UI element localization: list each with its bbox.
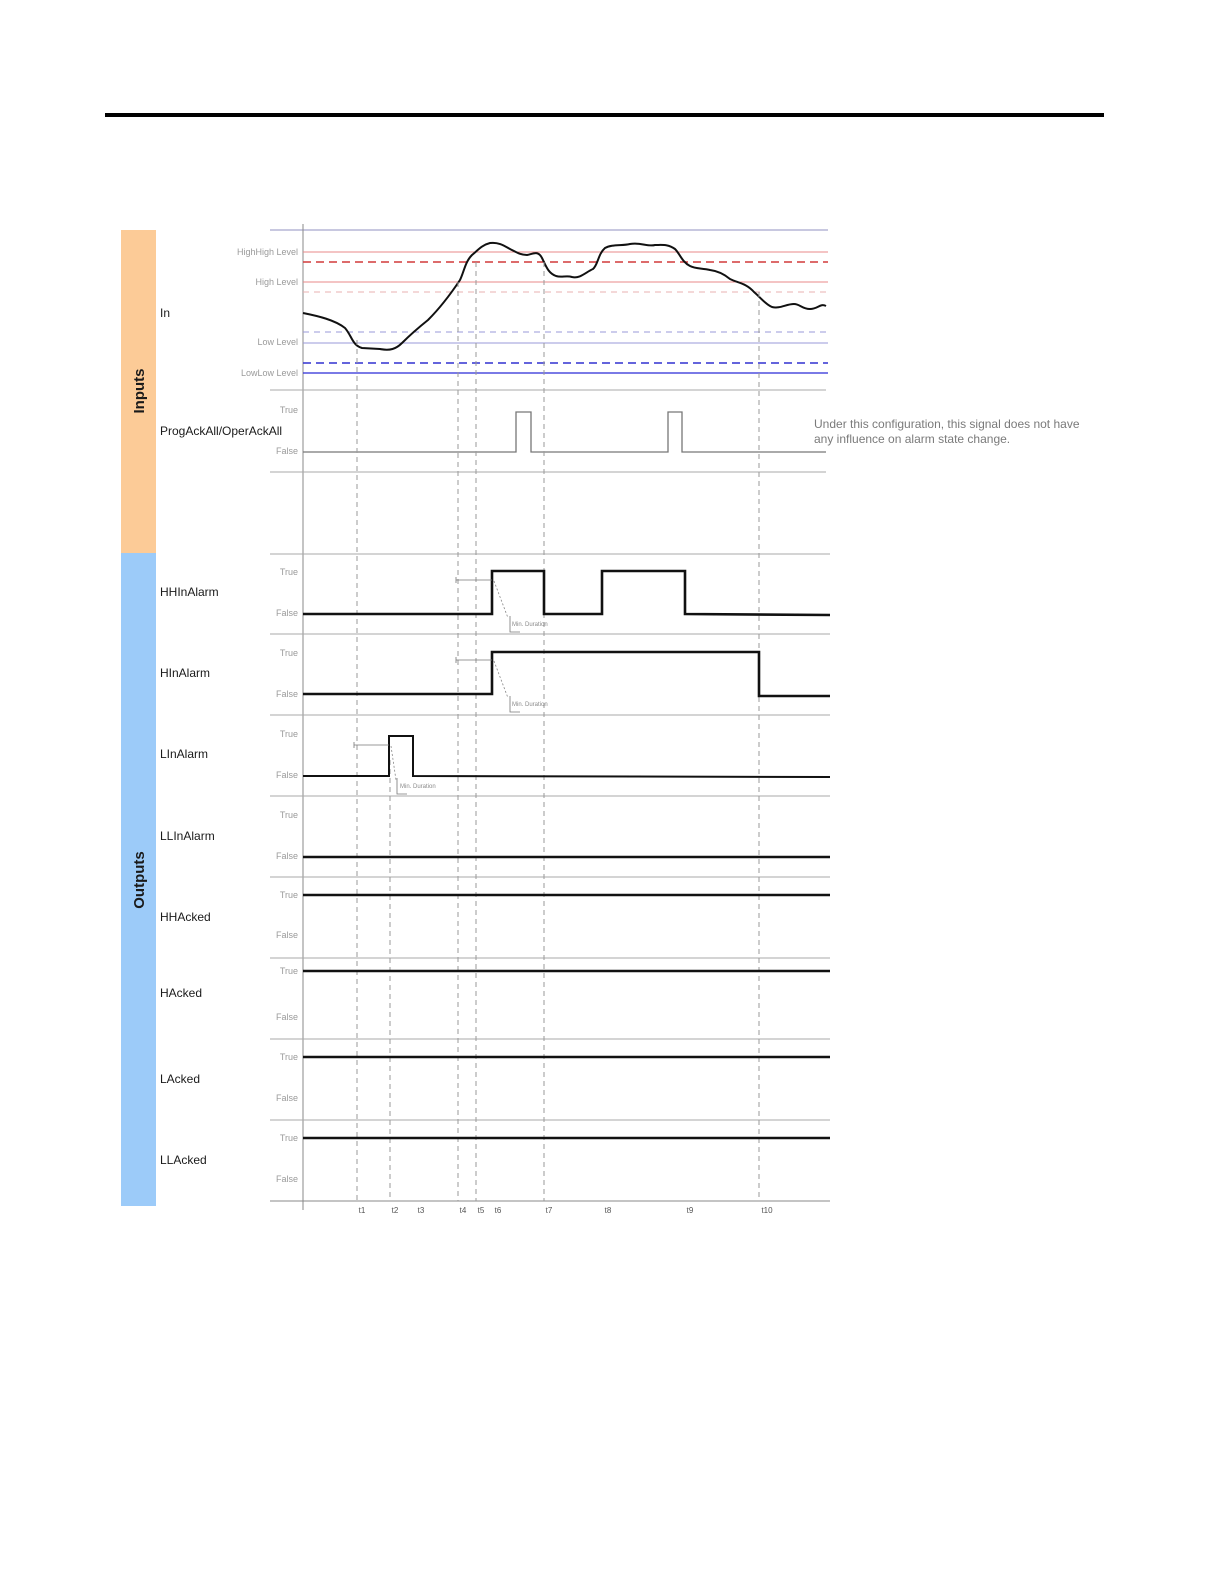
llinalarm-true-label: True — [279, 810, 298, 820]
output-label-llacked: LLAcked — [160, 1153, 207, 1167]
min-duration-label-h: Min. Duration — [512, 702, 548, 708]
linalarm-false-label: False — [275, 770, 298, 780]
ack-true-label: True — [279, 405, 298, 415]
ack-note-line2: any influence on alarm state change. — [814, 432, 1011, 446]
lowlow-level-label: LowLow Level — [240, 368, 298, 378]
output-label-lacked: LAcked — [160, 1072, 201, 1086]
ack-note-line1: Under this configuration, this signal does not have — [814, 417, 1080, 431]
time-marker-t10: t10 — [761, 1206, 773, 1215]
hhacked-true-label: True — [279, 890, 298, 900]
time-marker-t9: t9 — [686, 1206, 694, 1215]
min-duration-l — [354, 742, 436, 794]
ack-waveform — [303, 412, 826, 452]
inputs-band-label: Inputs — [131, 368, 148, 414]
ack-signal-label: ProgAckAll/OperAckAll — [160, 424, 283, 438]
hacked-false-label: False — [275, 1012, 298, 1022]
linalarm-true-label: True — [279, 729, 298, 739]
time-marker-t5: t5 — [477, 1206, 485, 1215]
time-marker-t1: t1 — [358, 1206, 366, 1215]
time-marker-t2: t2 — [391, 1206, 399, 1215]
output-label-hacked: HAcked — [160, 986, 203, 1000]
hhinalarm-true-label: True — [279, 567, 298, 577]
hhinalarm-false-label: False — [275, 608, 298, 618]
hinalarm-false-label: False — [275, 689, 298, 699]
min-duration-hh — [456, 577, 548, 632]
output-label-hhacked: HHAcked — [160, 910, 211, 924]
time-marker-t7: t7 — [545, 1206, 553, 1215]
min-duration-h — [456, 657, 548, 712]
lacked-false-label: False — [275, 1093, 298, 1103]
lacked-true-label: True — [279, 1052, 298, 1062]
output-label-hinalarm: HInAlarm — [160, 666, 211, 680]
hhinalarm-waveform — [303, 571, 830, 615]
highhigh-level-label: HighHigh Level — [236, 247, 298, 257]
hinalarm-true-label: True — [279, 648, 298, 658]
time-marker-t8: t8 — [604, 1206, 612, 1215]
hinalarm-waveform — [303, 652, 830, 696]
min-duration-label-hh: Min. Duration — [512, 622, 548, 628]
time-marker-t3: t3 — [417, 1206, 425, 1215]
outputs-band-label: Outputs — [131, 851, 148, 909]
time-marker-t6: t6 — [494, 1206, 502, 1215]
linalarm-waveform — [303, 736, 830, 777]
in-waveform — [303, 243, 826, 350]
time-marker-t4: t4 — [459, 1206, 467, 1215]
output-label-linalarm: LInAlarm — [160, 747, 209, 761]
high-level-label: High Level — [255, 277, 298, 287]
time-marker-lines — [357, 262, 759, 1201]
output-label-hhinalarm: HHInAlarm — [160, 585, 219, 599]
low-level-label: Low Level — [257, 337, 298, 347]
llacked-true-label: True — [279, 1133, 298, 1143]
output-label-llinalarm: LLInAlarm — [160, 829, 215, 843]
min-duration-label-l: Min. Duration — [400, 784, 436, 790]
in-signal-label: In — [160, 306, 171, 320]
hhacked-false-label: False — [275, 930, 298, 940]
llacked-false-label: False — [275, 1174, 298, 1184]
ack-false-label: False — [275, 446, 298, 456]
llinalarm-false-label: False — [275, 851, 298, 861]
hacked-true-label: True — [279, 966, 298, 976]
